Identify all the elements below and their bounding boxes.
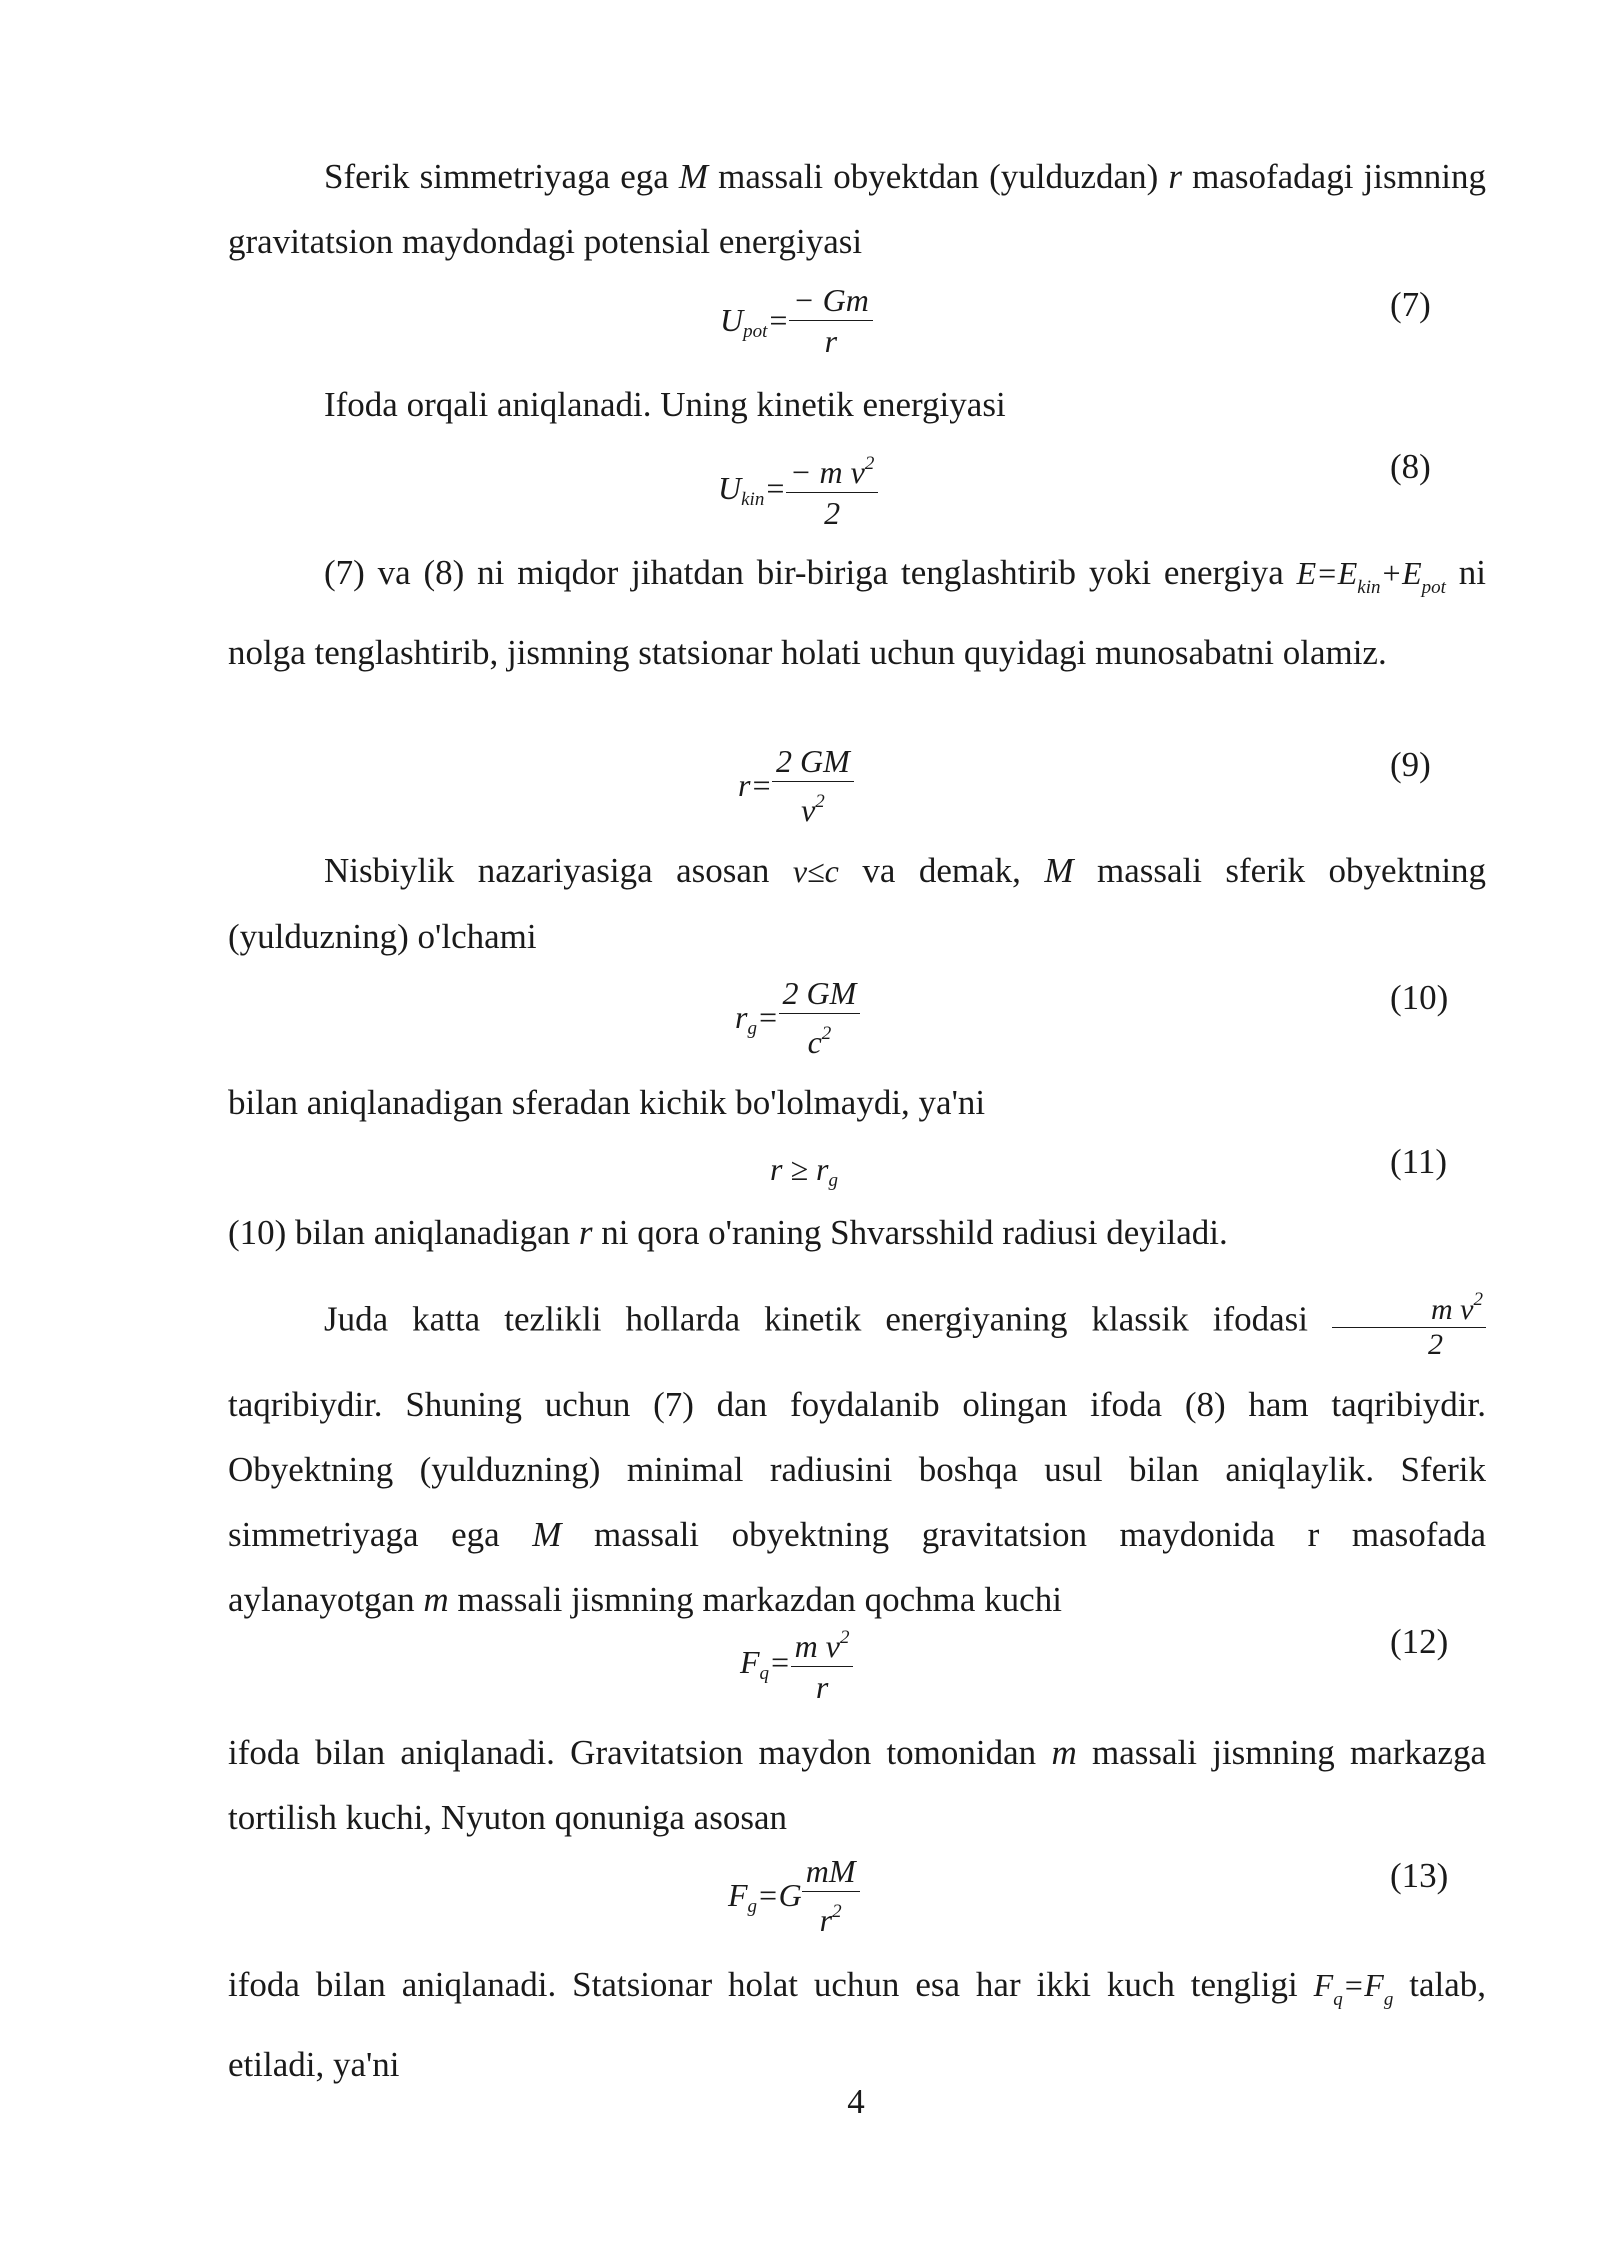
equation-13: $F_g=G$ $\frac{mM}{r^2}$ bbox=[728, 1853, 860, 1943]
fraction: $\frac{mM}{r^2}$ bbox=[802, 1853, 860, 1938]
equation-11: $r \ge r_g$ bbox=[770, 1151, 838, 1191]
equation-label-10: (10) bbox=[1390, 978, 1449, 1017]
equation-label-12: (12) bbox=[1390, 1622, 1449, 1661]
equation-label-8: (8) bbox=[1390, 447, 1431, 486]
paragraph-3: (7) va (8) ni miqdor jihatdan bir-biriga tenglashtirib yoki energiya $E=E_{kin}+E_{pot}$ ni nolga tenglashtirib, jismning statsionar holati uchun quyidagi munosabatni olamiz. bbox=[228, 553, 1487, 672]
paragraph-4: Nisbiylik nazariyasiga asosan v≤c va demak, M massali sferik obyektning (yulduzning) o'lchami bbox=[228, 851, 1487, 956]
equation-9: r= $\frac{2 GM}{v^2}$ bbox=[738, 743, 854, 833]
equation-8: $U_{kin}=$ $\frac{- m v^2}{2}$ bbox=[718, 446, 878, 536]
inline-fraction: $\frac{m v^2}{2}$ bbox=[1332, 1283, 1486, 1362]
page-number: 4 bbox=[847, 2082, 865, 2121]
paragraph-1: Sferik simmetriyaga ega M massali obyektdan (yulduzdan) r masofadagi jismning gravitatsion maydondagi potensial energiyasi bbox=[228, 157, 1487, 261]
fraction: $\frac{- Gm}{r}$ bbox=[789, 282, 873, 359]
equation-7: $U_{pot}=$ $\frac{- Gm}{r}$ bbox=[720, 282, 873, 372]
paragraph-6: (10) bilan aniqlanadigan r ni qora o'raning Shvarsshild radiusi deyiladi. bbox=[228, 1213, 1228, 1252]
equation-label-9: (9) bbox=[1390, 745, 1431, 784]
fraction: $\frac{2 GM}{v^2}$ bbox=[772, 743, 854, 828]
equation-label-13: (13) bbox=[1390, 1856, 1449, 1895]
fraction: $\frac{2 GM}{c^2}$ bbox=[779, 975, 861, 1060]
paragraph-10: ifoda bilan aniqlanadi. Statsionar holat uchun esa har ikki kuch tengligi $F_q=F_g$ talab, etiladi, ya'ni bbox=[228, 1965, 1487, 2084]
paragraph-7: Juda katta tezlikli hollarda kinetik energiyaning klassik ifodasi $\frac{m v^2}{2}$ bbox=[228, 1283, 1486, 1362]
paragraph-8: taqribiydir. Shuning uchun (7) dan foydalanib olingan ifoda (8) ham taqribiydir. Obyektning (yulduzning) minimal radiusini boshqa usul bilan aniqlaylik. Sferik simmetriyaga ega M massali obyektning gravitatsion maydonida r masofada aylanayotgan m massali jismning markazdan qochma kuchi bbox=[228, 1385, 1487, 1619]
equation-10: $r_g=$ $\frac{2 GM}{c^2}$ bbox=[735, 975, 860, 1065]
paragraph-5: bilan aniqlanadigan sferadan kichik bo'lolmaydi, ya'ni bbox=[228, 1083, 986, 1122]
equation-label-7: (7) bbox=[1390, 285, 1431, 324]
equation-12: $F_q=$ $\frac{m v^2}{r}$ bbox=[740, 1620, 853, 1710]
equation-label-11: (11) bbox=[1390, 1142, 1448, 1181]
paragraph-2: Ifoda orqali aniqlanadi. Uning kinetik energiyasi bbox=[324, 385, 1006, 424]
fraction: $\frac{- m v^2}{2}$ bbox=[786, 446, 878, 531]
paragraph-9: ifoda bilan aniqlanadi. Gravitatsion maydon tomonidan m massali jismning markazga tortilish kuchi, Nyuton qonuniga asosan bbox=[228, 1733, 1487, 1837]
fraction: $\frac{m v^2}{r}$ bbox=[791, 1620, 854, 1705]
